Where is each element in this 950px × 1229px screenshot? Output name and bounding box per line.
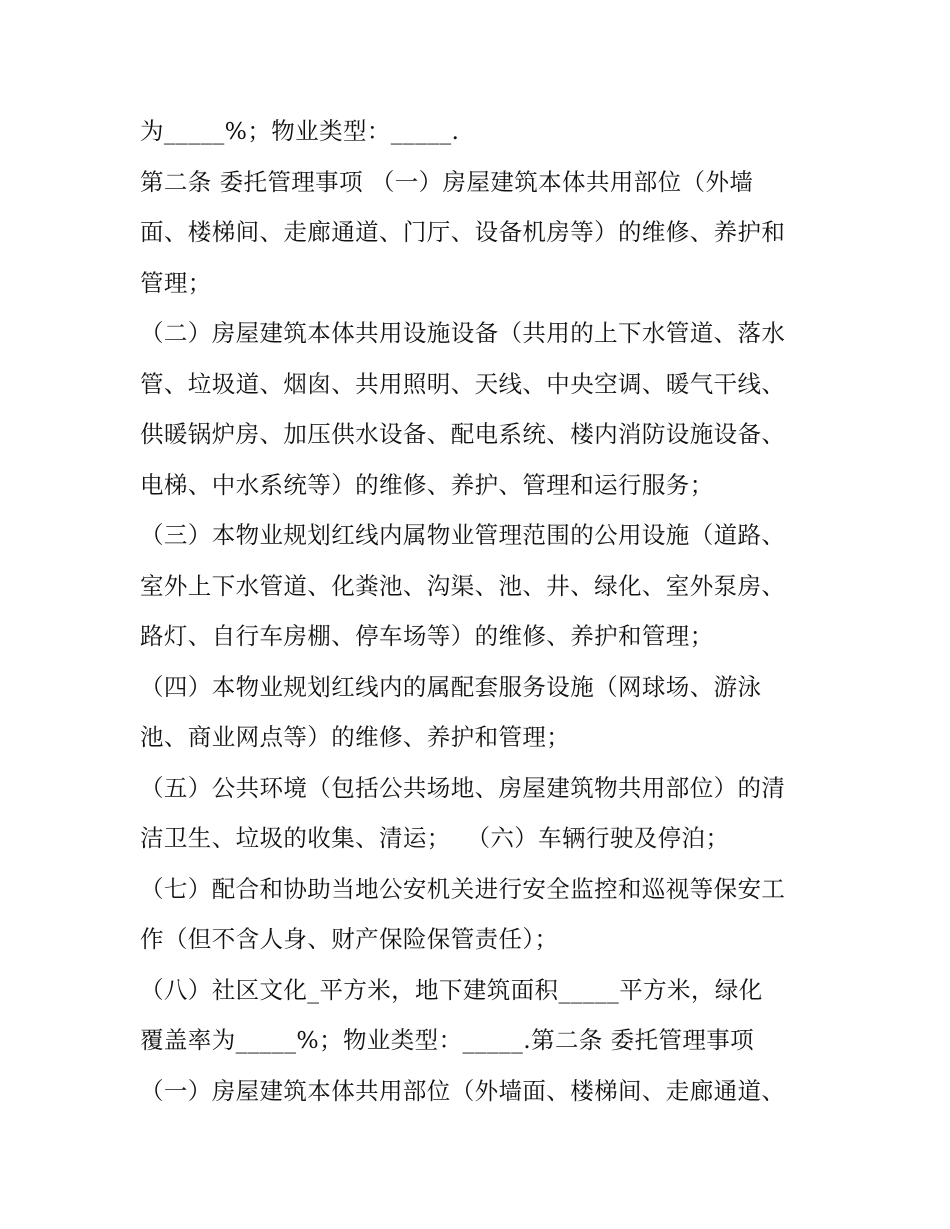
text-line: （五）公共环境（包括公共场地、房屋建筑物共用部位）的清 xyxy=(140,774,786,802)
text-line: 为_____%；物业类型：_____. xyxy=(140,117,460,145)
text-line: （二）房屋建筑本体共用设施设备（共用的上下水管道、落水 xyxy=(140,319,786,347)
text-line: 路灯、自行车房棚、停车场等）的维修、养护和管理； xyxy=(140,622,714,650)
text-line: 面、楼梯间、走廊通道、门厅、设备机房等）的维修、养护和 xyxy=(140,218,786,246)
text-line: 第二条 委托管理事项 （一）房屋建筑本体共用部位（外墙 xyxy=(140,168,754,196)
text-line: 室外上下水管道、化粪池、沟渠、池、井、绿化、室外泵房、 xyxy=(140,572,786,600)
text-line: （七）配合和协助当地公安机关进行安全监控和巡视等保安工 xyxy=(140,875,786,903)
text-line: 管理； xyxy=(140,269,212,297)
text-line: （四）本物业规划红线内的属配套服务设施（网球场、游泳 xyxy=(140,673,762,701)
text-line: （三）本物业规划红线内属物业管理范围的公用设施（道路、 xyxy=(140,521,786,549)
text-line: 作（但不含人身、财产保险保管责任）； xyxy=(140,925,559,953)
text-line: 池、商业网点等）的维修、养护和管理； xyxy=(140,723,571,751)
text-line: 管、垃圾道、烟囱、共用照明、天线、中央空调、暖气干线、 xyxy=(140,370,786,398)
text-line: 覆盖率为_____%；物业类型：_____.第二条 委托管理事项 xyxy=(140,1026,755,1054)
text-line: （一）房屋建筑本体共用部位（外墙面、楼梯间、走廊通道、 xyxy=(140,1077,786,1105)
text-line: （八）社区文化_平方米，地下建筑面积_____平方米，绿化 xyxy=(140,976,763,1004)
text-line: 洁卫生、垃圾的收集、清运； （六）车辆行驶及停泊； xyxy=(140,824,730,852)
text-line: 电梯、中水系统等）的维修、养护、管理和运行服务； xyxy=(140,471,714,499)
text-line: 供暖锅炉房、加压供水设备、配电系统、楼内消防设施设备、 xyxy=(140,420,786,448)
